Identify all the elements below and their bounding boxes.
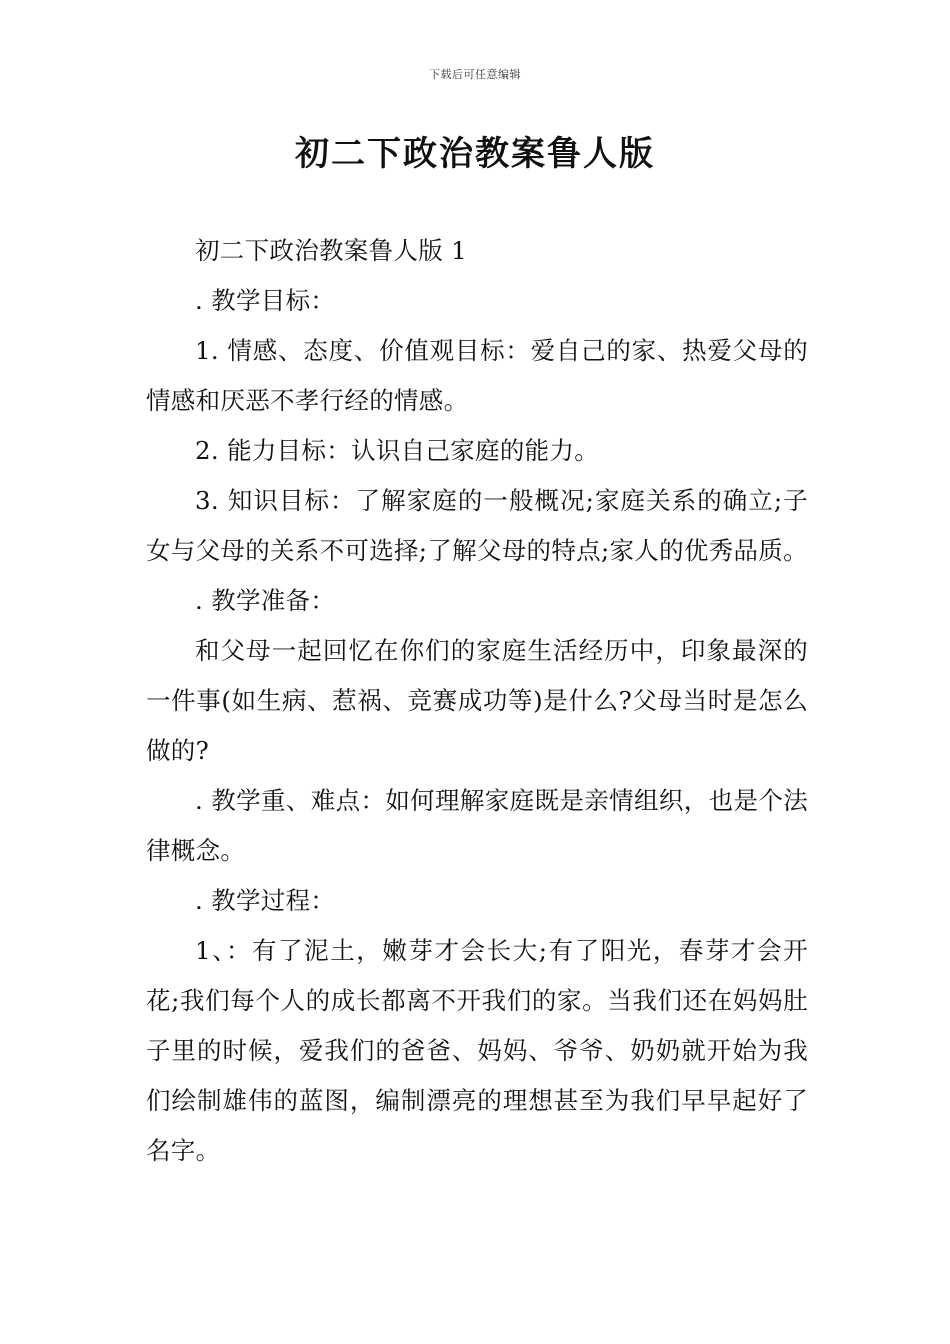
paragraph-objective-1: 1. 情感、态度、价值观目标：爱自己的家、热爱父母的情感和厌恶不孝行经的情感。 xyxy=(146,336,808,415)
paragraph-objective-3: 3. 知识目标：了解家庭的一般概况;家庭关系的确立;子女与父母的关系不可选择;了解父母的特点;家人的优秀品质。 xyxy=(146,486,808,565)
header-note: 下载后可任意编辑 xyxy=(429,68,521,81)
section-heading-key-points: . 教学重、难点：如何理解家庭既是亲情组织，也是个法律概念。 xyxy=(146,786,808,865)
paragraph-objective-2: 2. 能力目标：认识自己家庭的能力。 xyxy=(195,436,600,465)
section-heading-process: . 教学过程： xyxy=(195,886,336,915)
section-heading-objectives: . 教学目标： xyxy=(195,286,336,315)
subtitle-paragraph: 初二下政治教案鲁人版 1 xyxy=(195,236,467,265)
section-heading-preparation: . 教学准备： xyxy=(195,586,336,615)
document-body xyxy=(146,226,808,1176)
paragraph-process-1: 1、：有了泥土，嫩芽才会长大;有了阳光，春芽才会开花;我们每个人的成长都离不开我们的家。当我们还在妈妈肚子里的时候，爱我们的爸爸、妈妈、爷爷、奶奶就开始为我们绘制雄伟的蓝图，编制漂亮的理想甚至为我们早早起好了名字。 xyxy=(146,936,808,1165)
paragraph-preparation: 和父母一起回忆在你们的家庭生活经历中，印象最深的一件事(如生病、惹祸、竞赛成功等)是什么?父母当时是怎么做的? xyxy=(146,636,808,765)
document-title: 初二下政治教案鲁人版 xyxy=(295,134,655,174)
